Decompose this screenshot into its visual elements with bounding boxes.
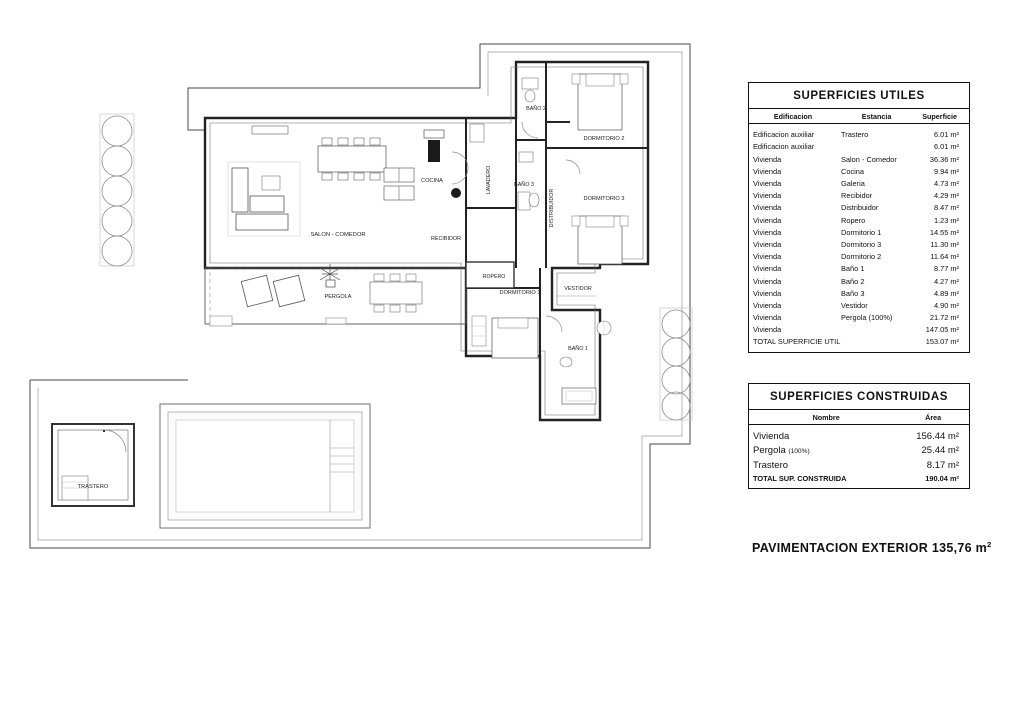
table-construidas-title: SUPERFICIES CONSTRUIDAS <box>769 391 948 403</box>
cell-area: 8.17 m² <box>926 459 959 471</box>
cell-estancia: Salon - Comedor <box>841 154 897 164</box>
table-row <box>749 251 969 263</box>
cell-edificacion: Vivienda <box>753 227 782 237</box>
plan-label-cocina: COCINA <box>421 178 443 184</box>
table-row <box>749 214 969 226</box>
cell-nombre: Vivienda <box>753 431 790 443</box>
table-row <box>749 287 969 299</box>
table-utiles-header-row <box>749 109 969 124</box>
cell-estancia <box>837 141 916 153</box>
cell-estancia: Galeria <box>841 179 865 189</box>
cell-nombre-text: Pergola <box>753 445 786 457</box>
pavimentacion-exterior-note <box>752 540 992 555</box>
cell-edificacion: Vivienda <box>753 179 782 189</box>
header-nombre: Nombre <box>749 410 903 425</box>
table-row <box>749 165 969 177</box>
cell-estancia: Dormitorio 2 <box>841 252 882 262</box>
cell-estancia: Dormitorio 1 <box>841 227 882 237</box>
cell-estancia: Recibidor <box>841 191 873 201</box>
table-row <box>749 202 969 214</box>
cell-estancia: Dormitorio 3 <box>841 239 882 249</box>
cell-estancia: Trastero <box>841 130 869 140</box>
table-row <box>749 141 969 153</box>
cell-estancia: Baño 1 <box>841 264 865 274</box>
table-row <box>749 190 969 202</box>
pavimentacion-exterior-text: PAVIMENTACION EXTERIOR 135,76 m <box>752 541 988 556</box>
pavimentacion-exterior-sup: 2 <box>987 540 992 549</box>
cell-edificacion: Vivienda <box>753 276 782 286</box>
cell-area: 156.44 m² <box>916 431 959 443</box>
plan-label-bano3: BAÑO 3 <box>514 182 534 188</box>
table-row <box>749 153 969 165</box>
plan-label-lavadero: LAVADERO <box>486 165 492 195</box>
total-label: TOTAL SUP. CONSTRUIDA <box>753 473 847 483</box>
table-row <box>749 324 969 336</box>
cell-superficie: 4.90 m² <box>933 300 959 310</box>
cell-area: 25.44 m² <box>921 445 959 457</box>
cell-edificacion: Vivienda <box>753 325 782 335</box>
cell-superficie: 4.27 m² <box>933 276 959 286</box>
plan-label-bano1: BAÑO 1 <box>568 346 588 352</box>
cell-superficie: 9.94 m² <box>933 166 959 176</box>
cell-edificacion: Edificacion auxiliar <box>753 130 815 140</box>
cell-nombre-pct: (100%) <box>788 448 810 456</box>
plan-label-trastero: TRASTERO <box>77 484 109 490</box>
header-edificacion: Edificacion <box>749 109 837 124</box>
table-row <box>749 312 969 324</box>
plan-label-salon-comedor: SALON - COMEDOR <box>310 232 366 238</box>
cell-edificacion: Vivienda <box>753 215 782 225</box>
table-row <box>749 430 969 444</box>
cell-superficie: 14.55 m² <box>929 227 959 237</box>
cell-edificacion: Vivienda <box>753 264 782 274</box>
total-label: TOTAL SUPERFICIE UTIL <box>753 337 841 347</box>
plan-label-vestidor: VESTIDOR <box>564 286 592 292</box>
total-value: 153.07 m² <box>925 337 959 347</box>
table-row <box>749 275 969 287</box>
cell-superficie: 6.01 m² <box>933 130 959 140</box>
cell-edificacion: Vivienda <box>753 313 782 323</box>
cell-superficie: 8.77 m² <box>933 264 959 274</box>
cell-estancia: Distribuidor <box>841 203 879 213</box>
cell-superficie: 4.89 m² <box>933 288 959 298</box>
plan-label-recibidor: RECIBIDOR <box>431 236 461 242</box>
cell-edificacion: Vivienda <box>753 191 782 201</box>
table-row <box>749 226 969 238</box>
table-utiles-title: SUPERFICIES UTILES <box>793 90 925 102</box>
cell-nombre <box>749 444 903 458</box>
cell-estancia: Cocina <box>841 166 865 176</box>
cell-edificacion: Vivienda <box>753 300 782 310</box>
table-construidas-header-row <box>749 410 969 425</box>
cell-edificacion: Edificacion auxiliar <box>753 142 815 152</box>
cell-superficie: 8.47 m² <box>933 203 959 213</box>
cell-edificacion: Vivienda <box>753 166 782 176</box>
table-utiles-total-row <box>749 336 969 348</box>
cell-edificacion: Vivienda <box>753 154 782 164</box>
plan-label-dormitorio3: DORMITORIO 3 <box>583 196 625 202</box>
table-row <box>749 129 969 141</box>
table-row <box>749 458 969 472</box>
cell-edificacion: Vivienda <box>753 239 782 249</box>
plan-label-ropero: ROPERO <box>482 274 506 280</box>
table-row <box>749 299 969 311</box>
plan-label-dormitorio2: DORMITORIO 2 <box>583 136 625 142</box>
table-row <box>749 263 969 275</box>
cell-superficie: 36.36 m² <box>929 154 959 164</box>
cell-superficie: 6.01 m² <box>933 142 959 152</box>
cell-estancia: Ropero <box>841 215 866 225</box>
header-estancia: Estancia <box>837 109 916 124</box>
table-utiles-grid <box>749 108 969 352</box>
table-row <box>749 444 969 458</box>
table-construidas-grid <box>749 409 969 488</box>
cell-superficie: 1.23 m² <box>933 215 959 225</box>
table-construidas-total-row <box>749 472 969 484</box>
header-superficie: Superficie <box>916 109 969 124</box>
cell-superficie: 11.30 m² <box>930 239 959 249</box>
cell-superficie: 21.72 m² <box>929 313 959 323</box>
cell-superficie: 147.05 m² <box>925 325 959 335</box>
cell-estancia: Baño 2 <box>841 276 865 286</box>
cell-estancia: Baño 3 <box>841 288 865 298</box>
plan-label-pergola: PERGOLA <box>324 294 352 300</box>
cell-estancia: Pergola (100%) <box>841 313 893 323</box>
cell-estancia: Vestidor <box>841 300 868 310</box>
plan-label-distribuidor: DISTRIBUIDOR <box>549 188 555 228</box>
table-superficies-utiles <box>748 82 970 353</box>
cell-edificacion: Vivienda <box>753 252 782 262</box>
cell-edificacion: Vivienda <box>753 203 782 213</box>
cell-superficie: 4.73 m² <box>933 179 959 189</box>
table-row <box>749 238 969 250</box>
table-row <box>749 177 969 189</box>
total-value: 190.04 m² <box>925 473 959 483</box>
cell-superficie: 11.64 m² <box>930 252 959 262</box>
cell-superficie: 4.29 m² <box>933 191 959 201</box>
table-superficies-construidas <box>748 383 970 489</box>
header-area: Área <box>903 410 969 425</box>
plan-label-dormitorio1: DORMITORIO 1 <box>499 290 541 296</box>
cell-edificacion: Vivienda <box>753 288 782 298</box>
plan-label-bano2: BAÑO 2 <box>526 106 546 112</box>
cell-nombre: Trastero <box>753 459 789 471</box>
cell-estancia <box>837 324 916 336</box>
